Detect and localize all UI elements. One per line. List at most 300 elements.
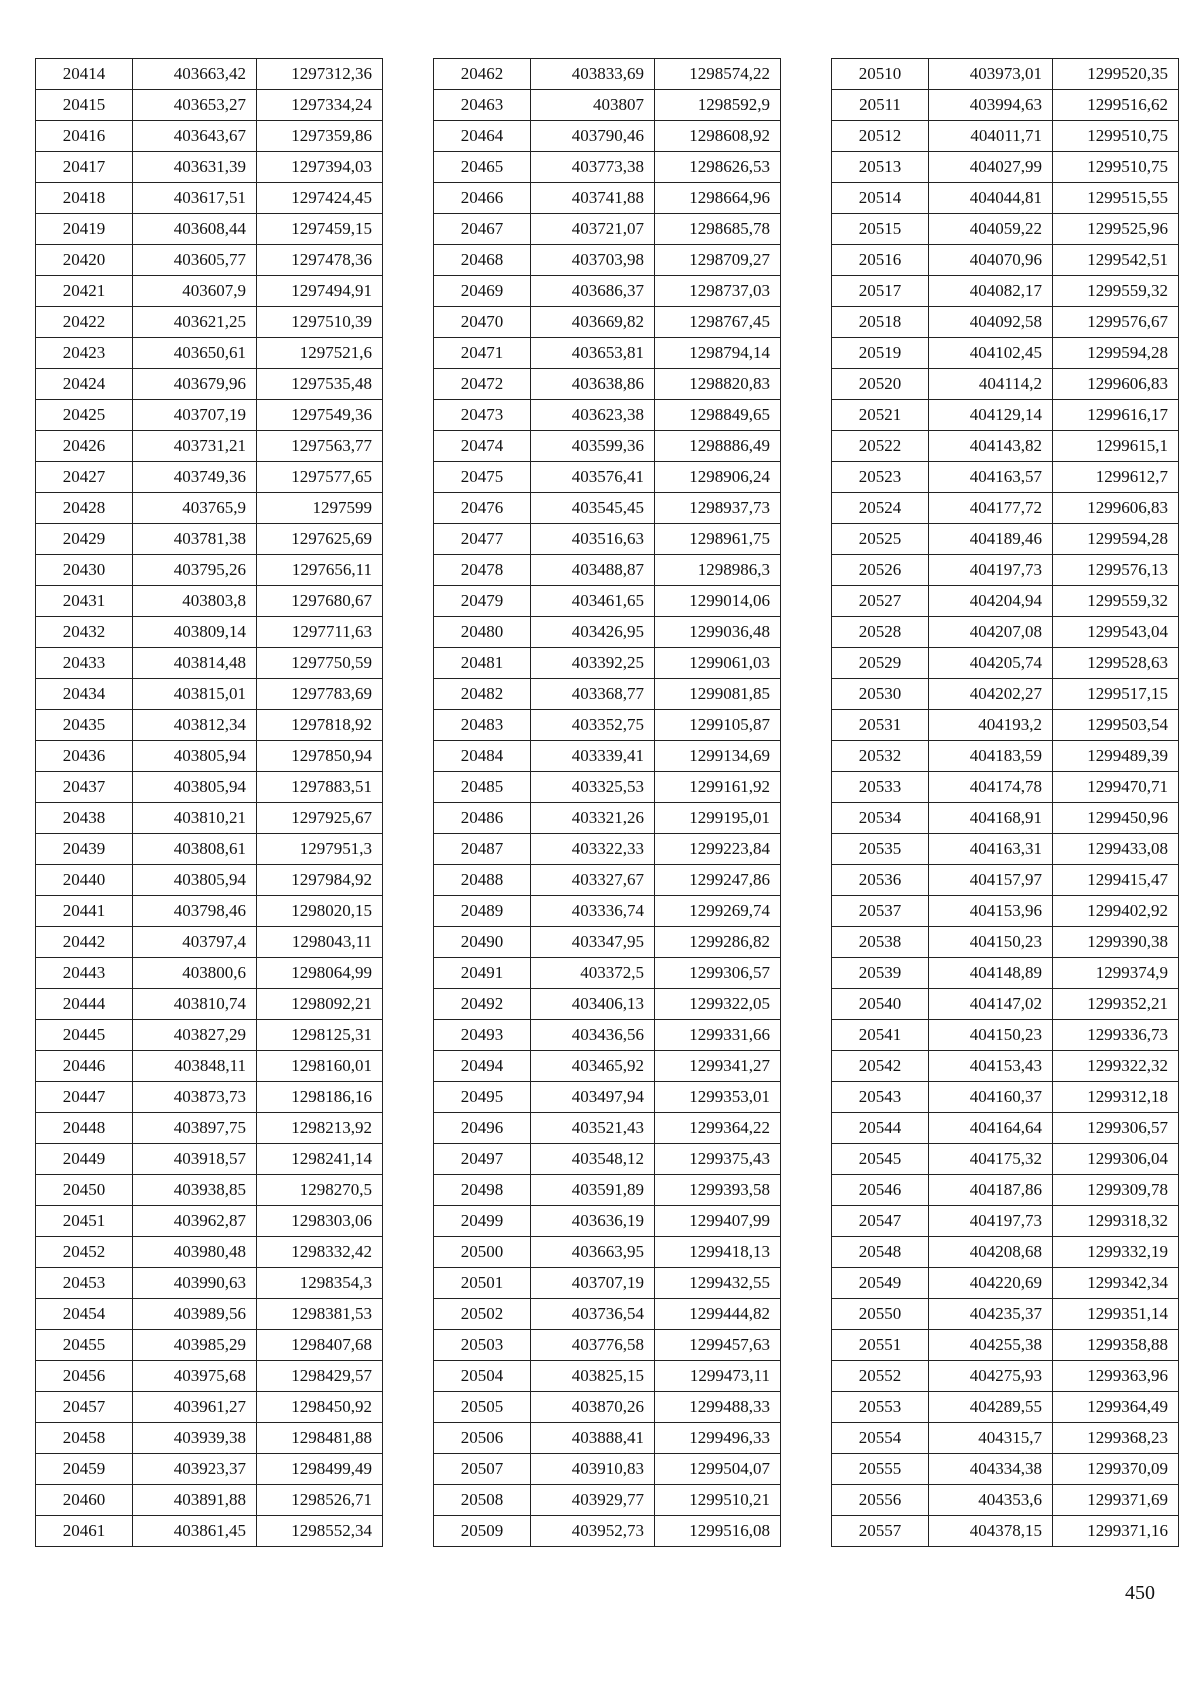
y-coordinate-cell: 1298354,3 [257, 1268, 383, 1299]
y-coordinate-cell: 1299433,08 [1053, 834, 1179, 865]
y-coordinate-cell: 1297424,45 [257, 183, 383, 214]
x-coordinate-cell: 404205,74 [929, 648, 1053, 679]
table-row [434, 1485, 781, 1516]
y-coordinate-cell: 1299528,63 [1053, 648, 1179, 679]
table-row [434, 1268, 781, 1299]
x-coordinate-cell: 403576,41 [531, 462, 655, 493]
point-number-cell: 20457 [36, 1392, 133, 1423]
point-number-cell: 20438 [36, 803, 133, 834]
x-coordinate-cell: 403807 [531, 90, 655, 121]
x-coordinate-cell: 403891,88 [133, 1485, 257, 1516]
x-coordinate-cell: 403663,95 [531, 1237, 655, 1268]
x-coordinate-cell: 404163,31 [929, 834, 1053, 865]
point-number-cell: 20449 [36, 1144, 133, 1175]
x-coordinate-cell: 403781,38 [133, 524, 257, 555]
x-coordinate-cell: 404175,32 [929, 1144, 1053, 1175]
x-coordinate-cell: 403638,86 [531, 369, 655, 400]
y-coordinate-cell: 1299470,71 [1053, 772, 1179, 803]
x-coordinate-cell: 403465,92 [531, 1051, 655, 1082]
point-number-cell: 20544 [832, 1113, 929, 1144]
table-row [832, 927, 1179, 958]
point-number-cell: 20459 [36, 1454, 133, 1485]
table-row [434, 741, 781, 772]
table-row [434, 214, 781, 245]
x-coordinate-cell: 403686,37 [531, 276, 655, 307]
y-coordinate-cell: 1299489,39 [1053, 741, 1179, 772]
x-coordinate-cell: 404207,08 [929, 617, 1053, 648]
x-coordinate-cell: 403773,38 [531, 152, 655, 183]
x-coordinate-cell: 403608,44 [133, 214, 257, 245]
y-coordinate-cell: 1297818,92 [257, 710, 383, 741]
point-number-cell: 20501 [434, 1268, 531, 1299]
point-number-cell: 20452 [36, 1237, 133, 1268]
point-number-cell: 20548 [832, 1237, 929, 1268]
table-row [434, 183, 781, 214]
table-row [434, 989, 781, 1020]
table-row [832, 803, 1179, 834]
y-coordinate-cell: 1297625,69 [257, 524, 383, 555]
table-row [832, 245, 1179, 276]
y-coordinate-cell: 1298737,03 [655, 276, 781, 307]
point-number-cell: 20442 [36, 927, 133, 958]
point-number-cell: 20419 [36, 214, 133, 245]
x-coordinate-cell: 403815,01 [133, 679, 257, 710]
table-row [434, 927, 781, 958]
table-row [36, 152, 383, 183]
y-coordinate-cell: 1299351,14 [1053, 1299, 1179, 1330]
y-coordinate-cell: 1298481,88 [257, 1423, 383, 1454]
y-coordinate-cell: 1299542,51 [1053, 245, 1179, 276]
y-coordinate-cell: 1299375,43 [655, 1144, 781, 1175]
y-coordinate-cell: 1299353,01 [655, 1082, 781, 1113]
table-row [832, 462, 1179, 493]
table-row [434, 59, 781, 90]
x-coordinate-cell: 403810,74 [133, 989, 257, 1020]
x-coordinate-cell: 403347,95 [531, 927, 655, 958]
y-coordinate-cell: 1299036,48 [655, 617, 781, 648]
x-coordinate-cell: 403406,13 [531, 989, 655, 1020]
point-number-cell: 20486 [434, 803, 531, 834]
x-coordinate-cell: 403800,6 [133, 958, 257, 989]
x-coordinate-cell: 403790,46 [531, 121, 655, 152]
y-coordinate-cell: 1298020,15 [257, 896, 383, 927]
x-coordinate-cell: 403461,65 [531, 586, 655, 617]
point-number-cell: 20491 [434, 958, 531, 989]
point-number-cell: 20547 [832, 1206, 929, 1237]
point-number-cell: 20517 [832, 276, 929, 307]
x-coordinate-cell: 404129,14 [929, 400, 1053, 431]
point-number-cell: 20440 [36, 865, 133, 896]
x-coordinate-cell: 403325,53 [531, 772, 655, 803]
y-coordinate-cell: 1297521,6 [257, 338, 383, 369]
table-row [832, 1423, 1179, 1454]
x-coordinate-cell: 403897,75 [133, 1113, 257, 1144]
y-coordinate-cell: 1298450,92 [257, 1392, 383, 1423]
y-coordinate-cell: 1297925,67 [257, 803, 383, 834]
x-coordinate-cell: 403679,96 [133, 369, 257, 400]
point-number-cell: 20538 [832, 927, 929, 958]
table-row [36, 617, 383, 648]
table-row [832, 276, 1179, 307]
point-number-cell: 20441 [36, 896, 133, 927]
y-coordinate-cell: 1299488,33 [655, 1392, 781, 1423]
y-coordinate-cell: 1298849,65 [655, 400, 781, 431]
point-number-cell: 20471 [434, 338, 531, 369]
point-number-cell: 20557 [832, 1516, 929, 1547]
point-number-cell: 20508 [434, 1485, 531, 1516]
table-row [434, 1454, 781, 1485]
point-number-cell: 20496 [434, 1113, 531, 1144]
point-number-cell: 20476 [434, 493, 531, 524]
point-number-cell: 20516 [832, 245, 929, 276]
table-row [434, 1144, 781, 1175]
table-row [36, 307, 383, 338]
point-number-cell: 20552 [832, 1361, 929, 1392]
point-number-cell: 20468 [434, 245, 531, 276]
table-row [36, 741, 383, 772]
table-row [434, 1082, 781, 1113]
x-coordinate-cell: 403436,56 [531, 1020, 655, 1051]
table-row [832, 152, 1179, 183]
table-row [36, 1485, 383, 1516]
x-coordinate-cell: 404197,73 [929, 1206, 1053, 1237]
y-coordinate-cell: 1299105,87 [655, 710, 781, 741]
point-number-cell: 20481 [434, 648, 531, 679]
x-coordinate-cell: 403617,51 [133, 183, 257, 214]
x-coordinate-cell: 404315,7 [929, 1423, 1053, 1454]
y-coordinate-cell: 1299503,54 [1053, 710, 1179, 741]
table-row [832, 1516, 1179, 1547]
table-row [36, 710, 383, 741]
y-coordinate-cell: 1298270,5 [257, 1175, 383, 1206]
table-row [832, 493, 1179, 524]
table-row [434, 710, 781, 741]
point-number-cell: 20507 [434, 1454, 531, 1485]
point-number-cell: 20506 [434, 1423, 531, 1454]
point-number-cell: 20472 [434, 369, 531, 400]
x-coordinate-cell: 404011,71 [929, 121, 1053, 152]
table-row [434, 245, 781, 276]
x-coordinate-cell: 403548,12 [531, 1144, 655, 1175]
x-coordinate-cell: 404235,37 [929, 1299, 1053, 1330]
x-coordinate-cell: 403805,94 [133, 865, 257, 896]
y-coordinate-cell: 1297750,59 [257, 648, 383, 679]
point-number-cell: 20535 [832, 834, 929, 865]
point-number-cell: 20490 [434, 927, 531, 958]
x-coordinate-cell: 403910,83 [531, 1454, 655, 1485]
y-coordinate-cell: 1297783,69 [257, 679, 383, 710]
y-coordinate-cell: 1299341,27 [655, 1051, 781, 1082]
table-row [36, 927, 383, 958]
y-coordinate-cell: 1299504,07 [655, 1454, 781, 1485]
table-row [832, 555, 1179, 586]
x-coordinate-cell: 404163,57 [929, 462, 1053, 493]
x-coordinate-cell: 404160,37 [929, 1082, 1053, 1113]
table-row [434, 524, 781, 555]
x-coordinate-cell: 403516,63 [531, 524, 655, 555]
table-row [36, 369, 383, 400]
x-coordinate-cell: 403336,74 [531, 896, 655, 927]
point-number-cell: 20460 [36, 1485, 133, 1516]
x-coordinate-cell: 403605,77 [133, 245, 257, 276]
x-coordinate-cell: 403631,39 [133, 152, 257, 183]
y-coordinate-cell: 1299606,83 [1053, 493, 1179, 524]
x-coordinate-cell: 403653,81 [531, 338, 655, 369]
table-row [36, 338, 383, 369]
table-row [832, 121, 1179, 152]
table-row [434, 586, 781, 617]
table-row [36, 493, 383, 524]
y-coordinate-cell: 1298213,92 [257, 1113, 383, 1144]
y-coordinate-cell: 1298574,22 [655, 59, 781, 90]
point-number-cell: 20454 [36, 1299, 133, 1330]
table-row [832, 989, 1179, 1020]
table-row [832, 586, 1179, 617]
point-number-cell: 20429 [36, 524, 133, 555]
y-coordinate-cell: 1297549,36 [257, 400, 383, 431]
table-row [36, 183, 383, 214]
y-coordinate-cell: 1299371,69 [1053, 1485, 1179, 1516]
y-coordinate-cell: 1299352,21 [1053, 989, 1179, 1020]
x-coordinate-cell: 403827,29 [133, 1020, 257, 1051]
y-coordinate-cell: 1298886,49 [655, 431, 781, 462]
point-number-cell: 20529 [832, 648, 929, 679]
table-row [36, 1175, 383, 1206]
table-row [36, 59, 383, 90]
x-coordinate-cell: 403731,21 [133, 431, 257, 462]
y-coordinate-cell: 1299473,11 [655, 1361, 781, 1392]
x-coordinate-cell: 404059,22 [929, 214, 1053, 245]
point-number-cell: 20480 [434, 617, 531, 648]
page-number: 450 [1125, 1582, 1155, 1604]
point-number-cell: 20523 [832, 462, 929, 493]
table-row [832, 369, 1179, 400]
point-number-cell: 20458 [36, 1423, 133, 1454]
table-row [434, 617, 781, 648]
table-row [36, 1392, 383, 1423]
x-coordinate-cell: 404027,99 [929, 152, 1053, 183]
x-coordinate-cell: 403873,73 [133, 1082, 257, 1113]
table-row [36, 865, 383, 896]
point-number-cell: 20495 [434, 1082, 531, 1113]
x-coordinate-cell: 404114,2 [929, 369, 1053, 400]
table-row [832, 741, 1179, 772]
point-number-cell: 20509 [434, 1516, 531, 1547]
x-coordinate-cell: 403707,19 [133, 400, 257, 431]
point-number-cell: 20543 [832, 1082, 929, 1113]
point-number-cell: 20450 [36, 1175, 133, 1206]
point-number-cell: 20528 [832, 617, 929, 648]
table-row [832, 307, 1179, 338]
table-row [832, 338, 1179, 369]
point-number-cell: 20514 [832, 183, 929, 214]
table-row [36, 1330, 383, 1361]
x-coordinate-cell: 404044,81 [929, 183, 1053, 214]
table-row [832, 1082, 1179, 1113]
point-number-cell: 20451 [36, 1206, 133, 1237]
table-row [434, 834, 781, 865]
point-number-cell: 20524 [832, 493, 929, 524]
x-coordinate-cell: 403918,57 [133, 1144, 257, 1175]
y-coordinate-cell: 1299061,03 [655, 648, 781, 679]
y-coordinate-cell: 1299576,13 [1053, 555, 1179, 586]
point-number-cell: 20485 [434, 772, 531, 803]
y-coordinate-cell: 1299415,47 [1053, 865, 1179, 896]
point-number-cell: 20504 [434, 1361, 531, 1392]
point-number-cell: 20439 [36, 834, 133, 865]
x-coordinate-cell: 403321,26 [531, 803, 655, 834]
point-number-cell: 20550 [832, 1299, 929, 1330]
y-coordinate-cell: 1298125,31 [257, 1020, 383, 1051]
x-coordinate-cell: 403653,27 [133, 90, 257, 121]
y-coordinate-cell: 1299616,17 [1053, 400, 1179, 431]
table-row [832, 1268, 1179, 1299]
x-coordinate-cell: 404150,23 [929, 1020, 1053, 1051]
x-coordinate-cell: 403973,01 [929, 59, 1053, 90]
y-coordinate-cell: 1299543,04 [1053, 617, 1179, 648]
point-number-cell: 20414 [36, 59, 133, 90]
x-coordinate-cell: 404208,68 [929, 1237, 1053, 1268]
x-coordinate-cell: 404202,27 [929, 679, 1053, 710]
y-coordinate-cell: 1298937,73 [655, 493, 781, 524]
y-coordinate-cell: 1299615,1 [1053, 431, 1179, 462]
x-coordinate-cell: 403703,98 [531, 245, 655, 276]
x-coordinate-cell: 403643,67 [133, 121, 257, 152]
y-coordinate-cell: 1299496,33 [655, 1423, 781, 1454]
point-number-cell: 20533 [832, 772, 929, 803]
table-row [832, 617, 1179, 648]
table-row [36, 462, 383, 493]
point-number-cell: 20418 [36, 183, 133, 214]
y-coordinate-cell: 1299510,21 [655, 1485, 781, 1516]
point-number-cell: 20420 [36, 245, 133, 276]
table-row [36, 1113, 383, 1144]
y-coordinate-cell: 1299559,32 [1053, 586, 1179, 617]
point-number-cell: 20530 [832, 679, 929, 710]
y-coordinate-cell: 1297312,36 [257, 59, 383, 90]
y-coordinate-cell: 1299432,55 [655, 1268, 781, 1299]
y-coordinate-cell: 1299516,62 [1053, 90, 1179, 121]
point-number-cell: 20553 [832, 1392, 929, 1423]
y-coordinate-cell: 1299358,88 [1053, 1330, 1179, 1361]
y-coordinate-cell: 1299342,34 [1053, 1268, 1179, 1299]
table-row [434, 1020, 781, 1051]
y-coordinate-cell: 1298906,24 [655, 462, 781, 493]
table-row [832, 400, 1179, 431]
x-coordinate-cell: 404157,97 [929, 865, 1053, 896]
point-number-cell: 20502 [434, 1299, 531, 1330]
x-coordinate-cell: 404148,89 [929, 958, 1053, 989]
point-number-cell: 20492 [434, 989, 531, 1020]
x-coordinate-cell: 403339,41 [531, 741, 655, 772]
y-coordinate-cell: 1299332,19 [1053, 1237, 1179, 1268]
point-number-cell: 20443 [36, 958, 133, 989]
table-row [434, 648, 781, 679]
y-coordinate-cell: 1298608,92 [655, 121, 781, 152]
table-row [434, 369, 781, 400]
table-row [434, 865, 781, 896]
y-coordinate-cell: 1298961,75 [655, 524, 781, 555]
y-coordinate-cell: 1299525,96 [1053, 214, 1179, 245]
y-coordinate-cell: 1297711,63 [257, 617, 383, 648]
point-number-cell: 20494 [434, 1051, 531, 1082]
y-coordinate-cell: 1297951,3 [257, 834, 383, 865]
point-number-cell: 20427 [36, 462, 133, 493]
point-number-cell: 20493 [434, 1020, 531, 1051]
table-row [832, 1454, 1179, 1485]
point-number-cell: 20488 [434, 865, 531, 896]
point-number-cell: 20456 [36, 1361, 133, 1392]
table-row [832, 1175, 1179, 1206]
table-row [36, 1020, 383, 1051]
table-row [832, 183, 1179, 214]
point-number-cell: 20556 [832, 1485, 929, 1516]
y-coordinate-cell: 1298552,34 [257, 1516, 383, 1547]
x-coordinate-cell: 403994,63 [929, 90, 1053, 121]
x-coordinate-cell: 404220,69 [929, 1268, 1053, 1299]
point-number-cell: 20475 [434, 462, 531, 493]
x-coordinate-cell: 403814,48 [133, 648, 257, 679]
table-row [832, 1299, 1179, 1330]
x-coordinate-cell: 403663,42 [133, 59, 257, 90]
table-row [832, 214, 1179, 245]
point-number-cell: 20446 [36, 1051, 133, 1082]
x-coordinate-cell: 404150,23 [929, 927, 1053, 958]
y-coordinate-cell: 1299318,32 [1053, 1206, 1179, 1237]
y-coordinate-cell: 1298592,9 [655, 90, 781, 121]
table-row [434, 1361, 781, 1392]
table-row [434, 1299, 781, 1330]
point-number-cell: 20432 [36, 617, 133, 648]
point-number-cell: 20479 [434, 586, 531, 617]
y-coordinate-cell: 1298685,78 [655, 214, 781, 245]
table-row [832, 524, 1179, 555]
table-row [434, 462, 781, 493]
point-number-cell: 20465 [434, 152, 531, 183]
point-number-cell: 20511 [832, 90, 929, 121]
x-coordinate-cell: 403599,36 [531, 431, 655, 462]
table-row [832, 1237, 1179, 1268]
y-coordinate-cell: 1298709,27 [655, 245, 781, 276]
point-number-cell: 20532 [832, 741, 929, 772]
y-coordinate-cell: 1299418,13 [655, 1237, 781, 1268]
point-number-cell: 20526 [832, 555, 929, 586]
table-row [832, 710, 1179, 741]
x-coordinate-cell: 404174,78 [929, 772, 1053, 803]
y-coordinate-cell: 1299134,69 [655, 741, 781, 772]
point-number-cell: 20430 [36, 555, 133, 586]
point-number-cell: 20464 [434, 121, 531, 152]
table-row [434, 121, 781, 152]
table-row [434, 276, 781, 307]
table-row [832, 1361, 1179, 1392]
point-number-cell: 20540 [832, 989, 929, 1020]
x-coordinate-cell: 403990,63 [133, 1268, 257, 1299]
x-coordinate-cell: 403607,9 [133, 276, 257, 307]
y-coordinate-cell: 1298381,53 [257, 1299, 383, 1330]
table-row [36, 958, 383, 989]
x-coordinate-cell: 404092,58 [929, 307, 1053, 338]
y-coordinate-cell: 1298429,57 [257, 1361, 383, 1392]
x-coordinate-cell: 404275,93 [929, 1361, 1053, 1392]
y-coordinate-cell: 1299520,35 [1053, 59, 1179, 90]
point-number-cell: 20510 [832, 59, 929, 90]
x-coordinate-cell: 403621,25 [133, 307, 257, 338]
y-coordinate-cell: 1299444,82 [655, 1299, 781, 1330]
x-coordinate-cell: 403980,48 [133, 1237, 257, 1268]
point-number-cell: 20497 [434, 1144, 531, 1175]
point-number-cell: 20534 [832, 803, 929, 834]
